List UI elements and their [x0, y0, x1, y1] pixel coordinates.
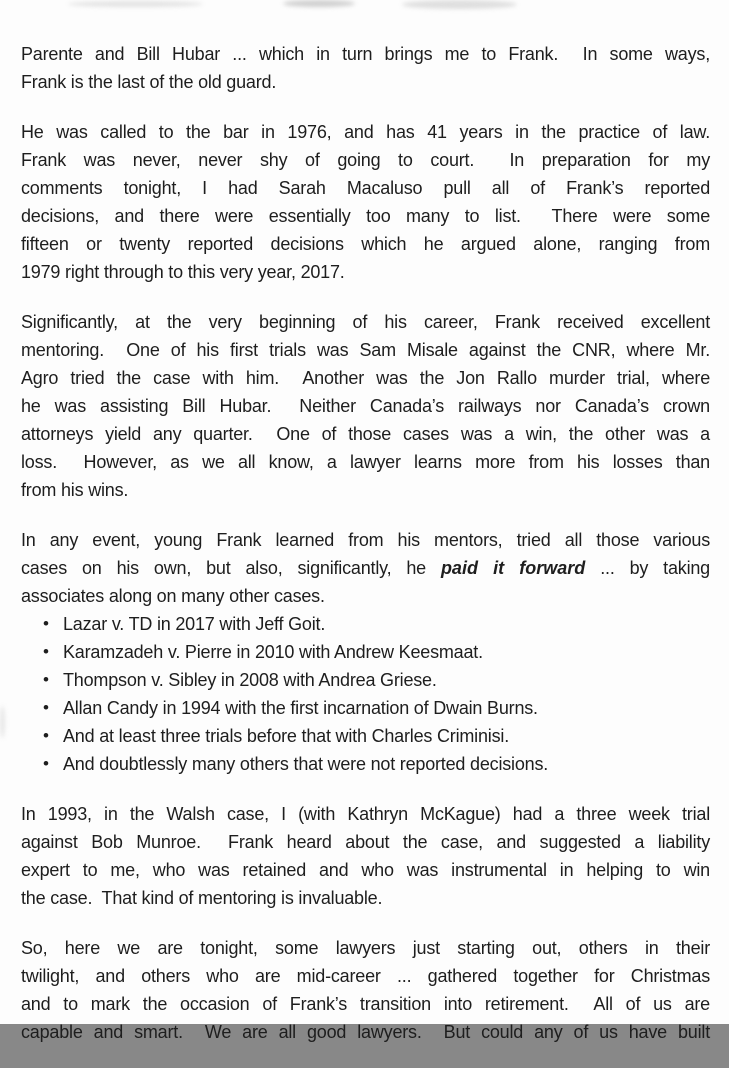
- bullet-dot-icon: •: [43, 642, 49, 661]
- paragraph-line: loss. However, as we all know, a lawyer learns more from his losses than: [21, 452, 710, 472]
- paragraph: [21, 800, 710, 912]
- paragraph-line: capable and smart. We are all good lawyers. But could any of us have built: [21, 1022, 710, 1042]
- bullet-text: Allan Candy in 1994 with the first incarnation of Dwain Burns.: [63, 698, 538, 718]
- bullet-text: And at least three trials before that with Charles Criminisi.: [63, 726, 509, 746]
- scan-smudge: [283, 0, 355, 7]
- paragraph-line: associates along on many other cases.: [21, 586, 325, 606]
- paragraph-line: Frank was never, never shy of going to court. In preparation for my: [21, 150, 710, 170]
- paragraph-line: and to mark the occasion of Frank’s transition into retirement. All of us are: [21, 994, 710, 1014]
- paragraph-line: In 1993, in the Walsh case, I (with Kathryn McKague) had a three week trial: [21, 804, 710, 824]
- paragraph-line: mentoring. One of his first trials was Sam Misale against the CNR, where Mr.: [21, 340, 710, 360]
- paragraph-line: In any event, young Frank learned from his mentors, tried all those various: [21, 530, 710, 550]
- bullet-item: [21, 722, 710, 750]
- paragraph-line: fifteen or twenty reported decisions which he argued alone, ranging from: [21, 234, 710, 254]
- paragraph-line: He was called to the bar in 1976, and has 41 years in the practice of law.: [21, 122, 710, 142]
- paragraph-line: expert to me, who was retained and who was instrumental in helping to win: [21, 860, 710, 880]
- bullet-dot-icon: •: [43, 614, 49, 633]
- paragraph-line: Agro tried the case with him. Another was the Jon Rallo murder trial, where: [21, 368, 710, 388]
- paragraph-line: twilight, and others who are mid-career ... gathered together for Christmas: [21, 966, 710, 986]
- paragraph-line: Parente and Bill Hubar ... which in turn brings me to Frank. In some ways,: [21, 44, 710, 64]
- paragraph-line: against Bob Munroe. Frank heard about the case, and suggested a liability: [21, 832, 710, 852]
- paragraph-line: 1979 right through to this very year, 2017.: [21, 262, 345, 282]
- paragraph-line: from his wins.: [21, 480, 129, 500]
- bullet-text: Thompson v. Sibley in 2008 with Andrea Griese.: [63, 670, 437, 690]
- scan-smudge: [402, 0, 517, 9]
- bullet-text: And doubtlessly many others that were not reported decisions.: [63, 754, 549, 774]
- paragraph: [21, 934, 710, 1046]
- paragraph: [21, 40, 710, 96]
- paragraph-line: So, here we are tonight, some lawyers just starting out, others in their: [21, 938, 710, 958]
- paragraph-line: Frank is the last of the old guard.: [21, 72, 277, 92]
- paragraph-line: comments tonight, I had Sarah Macaluso pull all of Frank’s reported: [21, 178, 710, 198]
- paragraph-line: the case. That kind of mentoring is invaluable.: [21, 888, 383, 908]
- bullet-dot-icon: •: [43, 726, 49, 745]
- paragraph: [21, 526, 710, 610]
- bullet-item: [21, 638, 710, 666]
- paragraph-line: decisions, and there were essentially too many to list. There were some: [21, 206, 710, 226]
- scan-smudge: [68, 1, 203, 7]
- bullet-text: Karamzadeh v. Pierre in 2010 with Andrew Keesmaat.: [63, 642, 483, 662]
- bullet-item: [21, 750, 710, 778]
- bullet-list: [21, 610, 710, 778]
- paragraph: [21, 118, 710, 286]
- bullet-text: Lazar v. TD in 2017 with Jeff Goit.: [63, 614, 326, 634]
- paragraph-line: Significantly, at the very beginning of his career, Frank received excellent: [21, 312, 710, 332]
- paragraph-line: he was assisting Bill Hubar. Neither Canada’s railways nor Canada’s crown: [21, 396, 710, 416]
- bullet-item: [21, 666, 710, 694]
- paragraph-line: attorneys yield any quarter. One of those cases was a win, the other was a: [21, 424, 710, 444]
- bullet-item: [21, 694, 710, 722]
- bullet-item: [21, 610, 710, 638]
- scan-smudge: [0, 706, 5, 738]
- bullet-dot-icon: •: [43, 754, 49, 773]
- document-content: [21, 40, 710, 1068]
- bullet-dot-icon: •: [43, 670, 49, 689]
- paragraph: [21, 308, 710, 504]
- paragraph-line: cases on his own, but also, significantly, he paid it forward ... by taking: [21, 558, 710, 578]
- bullet-dot-icon: •: [43, 698, 49, 717]
